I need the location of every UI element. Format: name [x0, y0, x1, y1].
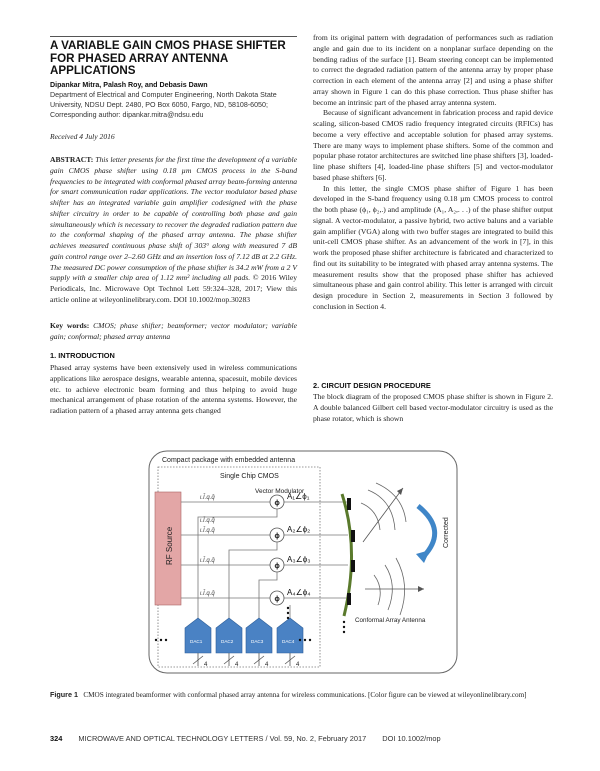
vector-modulator-label: Vector Modulator — [255, 488, 305, 495]
arrow-head — [416, 550, 430, 563]
paragraph: In this letter, the single CMOS phase shifter of Figure 1 has been developed in the S-band frequency using 0.18 µm CMOS process to control the both phase (ϕ₁, ϕ₂,.) and amplitude (A₁, A₂,. . .) of the phase shifter output signal. A vector-modulator, a passive hybrid, two active baluns and a variable gain amplifier (VGA) along with two buffer stages are integrated to build this unit-cell CMOS phase shifter. As an advancement of the work in [7], in this work the proposed phase shifter architecture is fabricated and characterized to find out its suitability to be integrated with phased array antenna systems. The measurement results show that the proposed phase shifter has achieved simultaneous phase and gain control ability. This letter is arranged with circuit design procedure in Section 2, measurements in Section 3 followed by conclusion in Section 4. — [313, 183, 553, 311]
signal-label: ι.Ī.q.q̄ — [200, 528, 215, 534]
signal-label: ι.Ī.q.q̄ — [200, 518, 215, 524]
antenna-patch — [347, 498, 351, 510]
dac-label: DAC4 — [282, 639, 295, 644]
phase-symbol: ϕ — [274, 596, 280, 603]
abstract-text: This letter presents for the first time the development of a variable gain CMOS phase shifter using 0.18 µm CMOS process in the S-band frequencies to be integrated with conformal phased array beam-forming antenna for smart communication radar applications. The vector modulator based phase shifter has an integrated variable gain amplifier codesigned with the phase shifter circuitry in order to be capable of controlling both phase and gain simultaneously which is necessary to recover the degraded radiation pattern due to the conformal shaping of the phased array antenna. The phase shifter achieves measured continuous phase shift of 303° along with measured 7 dB gain control range over 2–2.60 GHz and an insertion loss of 7.12 dB at 2.2 GHz. The measured DC power consumption of the phase shifter is 34.2 mW from a 2 V supply with a smaller chip area of 1.12 mm² including all pads. — [50, 155, 297, 283]
beam-direction-arrow — [363, 488, 403, 542]
dac-block — [277, 618, 303, 653]
phase-symbol: ϕ — [274, 533, 280, 540]
control-line — [229, 542, 277, 620]
dac-label: DAC2 — [221, 639, 234, 644]
bus-width-label: 4 — [296, 662, 300, 668]
authors: Dipankar Mitra, Palash Roy, and Debasis Dawn — [50, 81, 208, 89]
journal-info: MICROWAVE AND OPTICAL TECHNOLOGY LETTERS / Vol. 59, No. 2, February 2017 — [78, 734, 367, 743]
chip-label: Single Chip CMOS — [220, 473, 279, 480]
author-block — [50, 80, 300, 120]
keywords-label: Key words: — [50, 321, 90, 330]
page-footer — [50, 734, 455, 743]
antenna-label: Conformal Array Antenna — [355, 617, 426, 624]
section-heading-introduction: 1. INTRODUCTION — [50, 351, 115, 360]
arrow-head — [418, 586, 424, 592]
dac-array — [185, 618, 303, 668]
dac-label: DAC1 — [190, 639, 203, 644]
page-number: 324 — [50, 734, 63, 743]
dac-block — [216, 618, 242, 653]
output-amplitude-phase: A₁∠ϕ₁ — [287, 492, 310, 501]
caption-text: CMOS integrated beamformer with conformal phased array antenna for wireless communications. [Color figure can be viewed at wileyonlinelibrary.com] — [83, 691, 527, 699]
arrow-head — [397, 488, 403, 495]
rf-source-label: RF Source — [165, 526, 174, 565]
abstract-label: ABSTRACT: — [50, 155, 94, 164]
output-amplitude-phase: A₃∠ϕ₃ — [287, 555, 311, 564]
corrected-label: Corrected — [443, 517, 450, 548]
copyright: © 2016 Wiley Periodicals, Inc. Microwave Opt Technol Lett 59:324–328, 2017; View this article online at wileyonlinelibrary.com. DOI 10.1002/mop.30283 — [50, 273, 298, 304]
title-rule — [50, 36, 297, 37]
footer-doi: DOI 10.1002/mop — [382, 734, 441, 743]
control-line — [198, 509, 277, 620]
signal-label: ι.Ī.q.q̄ — [200, 495, 215, 501]
bus-width-label: 4 — [204, 662, 208, 668]
signal-label: ι.Ī.q.q̄ — [200, 591, 215, 597]
intro-paragraph-1-left — [50, 363, 297, 417]
paragraph: from its original pattern with degradation of performances such as radiation angle and gain due to its incident on a nonplanar surface depending on the bending radius of the surface [1]. Beam steering concept can be implemented to correct the degraded radiation pattern of the antenna array by proper phase correction in each element of the antenna array [2] and using a phase shifter array shown in Figure 1 can do this phase correction. Thus phase shifter has become an intrinsic part of the phased array antenna system. — [313, 33, 553, 107]
paragraph: Because of significant advancement in fabrication process and rapid device scaling, silicon-based CMOS radio frequency integrated circuits (RFICs) has become a very effective and acceptable solution for phased array systems. There are many ways to implement phase shifters. Some of the common and popular phase rotator architectures are switched line phase shifters [3], loaded-line phase shifters [4], loaded-line phase shifters [5] and vector-modulator based phase shifters [6]. — [313, 108, 553, 182]
paragraph: Phased array systems have been extensively used in wireless communications applications like aerospace designs, wearable antenna, spacesuit, mobile devices etc. to achieve electronic beam forming and thus helping to avoid huge mechanical arrangement of phase rotation of the antenna systems. However, the radiation pattern of a phased array antenna gets changed — [50, 363, 297, 415]
package-label: Compact package with embedded antenna — [162, 457, 296, 464]
right-column-text — [313, 33, 553, 313]
keywords-text: CMOS; phase shifter; beamformer; vector modulator; variable gain; conformal; phased array antenna — [50, 321, 297, 341]
phase-shifter-rows — [181, 492, 348, 620]
phase-symbol: ϕ — [274, 563, 280, 570]
section2-text — [313, 392, 553, 424]
bus-width-label: 4 — [235, 662, 239, 668]
keywords — [50, 321, 297, 343]
dac-block — [185, 618, 211, 653]
dac-label: DAC3 — [251, 639, 264, 644]
antenna-patch — [351, 560, 355, 572]
output-amplitude-phase: A₄∠ϕ₄ — [287, 588, 311, 597]
dac-block — [246, 618, 272, 653]
received-date: Received 4 July 2016 — [50, 132, 115, 141]
figure-1-diagram — [148, 450, 460, 676]
affiliation: Department of Electrical and Computer Engineering, North Dakota State University, NDSU Dept. 2480, PO Box 6050, Fargo, ND, 58108-6050; Corresponding author: dipankar.mitra@ndsu.edu — [50, 91, 277, 119]
figure-caption — [50, 690, 550, 700]
antenna-patch — [347, 593, 351, 605]
paragraph: The block diagram of the proposed CMOS phase shifter is shown in Figure 2. A double balanced Gilbert cell based vector-modulator circuitry is used as the phase rotator, which is shown — [313, 392, 553, 423]
correction-arrow-icon — [418, 506, 435, 556]
antenna-patch — [351, 530, 355, 542]
output-amplitude-phase: A₂∠ϕ₂ — [287, 525, 311, 534]
article-title: A VARIABLE GAIN CMOS PHASE SHIFTER FOR PHASED ARRAY ANTENNA APPLICATIONS — [50, 39, 286, 78]
phase-symbol: ϕ — [274, 500, 280, 507]
signal-label: ι.Ī.q.q̄ — [200, 558, 215, 564]
section-heading-circuit-design: 2. CIRCUIT DESIGN PROCEDURE — [313, 381, 431, 390]
caption-label: Figure 1 — [50, 690, 78, 699]
radiation-waves — [361, 483, 406, 615]
abstract — [50, 155, 297, 306]
bus-width-label: 4 — [265, 662, 269, 668]
